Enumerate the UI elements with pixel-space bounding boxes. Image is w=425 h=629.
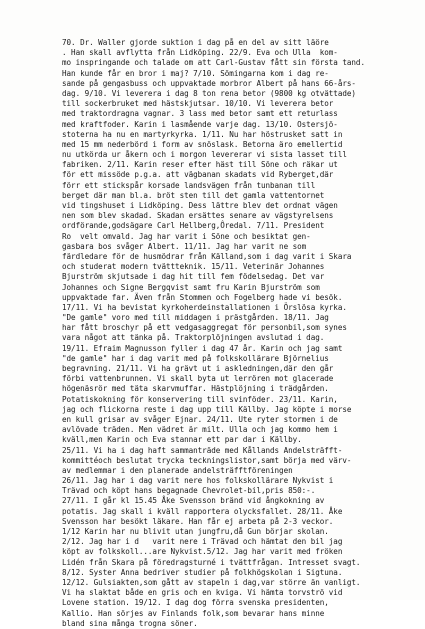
- text-line: förbi vattenbrunnen. Vi skall byta ut lerrören mot glaceradе: [62, 374, 334, 384]
- text-line: 27/11. I går kl 15.45 Åke Svensson bränd vid ångkokning av: [62, 496, 325, 506]
- text-line: potatis. Jag skall i kväll rapportera olycksfallet. 28/11. Åke: [62, 506, 343, 516]
- text-line: 25/11. Vi ha i dag haft sammanträde med Kållands Andelsträfft-: [62, 445, 343, 455]
- text-line: och studerat modern tvättteknik. 15/11. Veterinär Johannes: [62, 262, 325, 272]
- text-line: köpt av folkskoll...are Nykvist.5/12. Jag har varit med fröken: [62, 547, 343, 557]
- text-line: med kraftfoder. Karin i lasmående varje dag. 13/10. Ostersjö-: [62, 119, 338, 129]
- text-line: Svensson har besökt läkare. Han får ej arbeta på 2-3 veckor.: [62, 516, 334, 526]
- text-line: avlövade träden. Men vädret är milt. Ulla och jag kommo hem i: [62, 425, 338, 435]
- text-line: vid tingshuset i Lidköping. Dess lättre blev det ordnat vägen: [62, 201, 338, 210]
- text-line: bland sina många trogna söner.: [62, 618, 198, 628]
- text-line: med traktordragna vagnar. 3 lass med betor samt ett returlass: [62, 109, 338, 119]
- text-line: dag. 9/10. Vi leverera i dag 8 ton rena betor (9800 kg otvättade): [62, 88, 356, 98]
- text-line: kommittéoch beslutat trycka teckningslistor,samt börja med värv-: [62, 455, 352, 465]
- text-line: 8/12. Syster Anna bedriver studier på folkhögskolan i Sigtuna.: [62, 567, 343, 577]
- text-line: 70. Dr. Waller gjorde suktion i dag på en del av sitt läöre: [62, 38, 329, 47]
- text-line: vara något att tänka på. Traktorplöjningen avslutad i dag.: [62, 333, 325, 343]
- text-line: Bjurström skjutsade i dag hit till fem födelsedag. Det var: [62, 272, 325, 282]
- text-line: "de gamle" har i dag varit med på folkskollärare Björnelius: [62, 353, 329, 363]
- text-line: Han kunde får en bror i maj? 7/10. Sömingarna kom i dag re-: [62, 68, 329, 78]
- text-line: Lidén från Skara på föredragsturné i tvättfrågan. Intresset svagt.: [62, 557, 361, 567]
- text-line: till sockerbruket med hästskjutsar. 10/10. Vi leverera betor: [62, 99, 334, 109]
- text-line: 2/12. Jag har i d varit nere i Trävad och hämtat den bil jag: [62, 537, 343, 547]
- text-line: sande på gengasbuss och uppvaktade morbror Albert på hans 66-års-: [62, 78, 356, 88]
- text-line: färdledare för de husmödrar från Källand,som i dag varit i Skara: [62, 251, 352, 261]
- text-line: förr ett stickspår korsade landsvägen från tunbanan till: [62, 180, 316, 190]
- text-line: med 15 mm nederbörd i form av snöslask. Betorna äro emellertid: [62, 139, 343, 149]
- text-line: Kallio. Han sörjes av Finlands folk,som bevarar hans minne: [62, 608, 325, 618]
- text-line: nu utkörda ur åkern och i morgon levererar vi sista lasset till: [62, 150, 347, 160]
- text-line: har fått broschyr på ett vedgasaggregat för personbil,som synes: [62, 323, 347, 333]
- text-line: nen som blev skadad. Skadan ersättes senare av vägstyrelsens: [62, 211, 334, 221]
- text-line: jag och flickorna reste i dag upp till Källby. Jag köpte i morse: [62, 404, 352, 414]
- text-line: Vi ha slaktat både en gris och en kviga. Vi hämta torvströ vid: [62, 588, 343, 598]
- text-line: en kull grisar av svåger Ejnar. 24/11. Ute ryter stormen i de: [62, 414, 338, 424]
- text-line: fabriken. 2/11. Karin reser efter häst till Sõne och räkar ut: [62, 160, 338, 170]
- text-line: för ett missöde p.g.a. att vägbanan skadats vid Ryberget,där: [62, 170, 334, 180]
- text-line: högenäsrör med täta skarvmuffar. Hästplöjning i trädgården.: [62, 384, 329, 394]
- text-line: "De gamle" voro med till middagen i prästgården. 18/11. Jag: [62, 313, 329, 323]
- text-line: 12/12. Gulsiakten,som gått av stapeln i dag,var större än vanligt.: [62, 577, 361, 587]
- text-line: ordförande,godsägare Carl Hellberg,Ôredal. 7/11. President: [62, 221, 325, 231]
- text-line: 1/12 Karin har nu blivit utan jungfru,då Gun börjar skolan.: [62, 527, 329, 536]
- text-line: Trävad och köpt hans begagnade Chevrolet-bil,pris 850:-.: [62, 486, 316, 496]
- text-line: av medlemmar i den planerade andelsträfftföreningen: [62, 465, 293, 475]
- text-line: berget där man bl.a. bröt sten till det gamla vattentornet: [62, 190, 325, 200]
- text-line: uppvaktade far. Även från Stommen och Fogelberg hade vi besök.: [62, 292, 343, 302]
- text-line: 26/11. Jag har i dag varit nere hos folkskollärare Nykvist i: [62, 476, 334, 486]
- text-line: Johannes och Signe Bergqvist samt fru Karin Bjurström som: [62, 282, 320, 292]
- text-line: 19/11. Efraim Magnusson fyller i dag 47 år. Karin och jag samt: [62, 343, 343, 353]
- text-line: stoterna ha nu en martyrkyrka. 1/11. Nu har höstrusket satt in: [62, 129, 343, 139]
- text-line: 17/11. Vi ha bevistat kyrkoherdeinstallationen i Örslösa kyrka.: [62, 302, 347, 312]
- text-line: begravning. 21/11. Vi ha grävt ut i askledningen,där den går: [62, 364, 334, 373]
- text-line: kväll,men Karin och Eva stannar ett par dar i Källby.: [62, 435, 302, 445]
- text-line: Ro velt omvald. Jag har varit i Sõne och besiktat gen-: [62, 231, 311, 241]
- text-line: Lovene station. 19/12. I dag dog förra svenska presidenten,: [62, 598, 329, 608]
- text-line: . Han skall avflytta från Lidköping. 22/9. Eva och Ulla kom-: [62, 48, 338, 58]
- text-line: gasbara bos svåger Albert. 11/11. Jag har varit ne som: [62, 241, 307, 251]
- text-line: mo inspringande och talade om att Carl-Gustav fått sin första tand.: [62, 58, 365, 68]
- typewritten-text-body: [62, 38, 407, 629]
- text-line: Potatiskokning för konservering till svinföder. 23/11. Karin,: [62, 394, 338, 404]
